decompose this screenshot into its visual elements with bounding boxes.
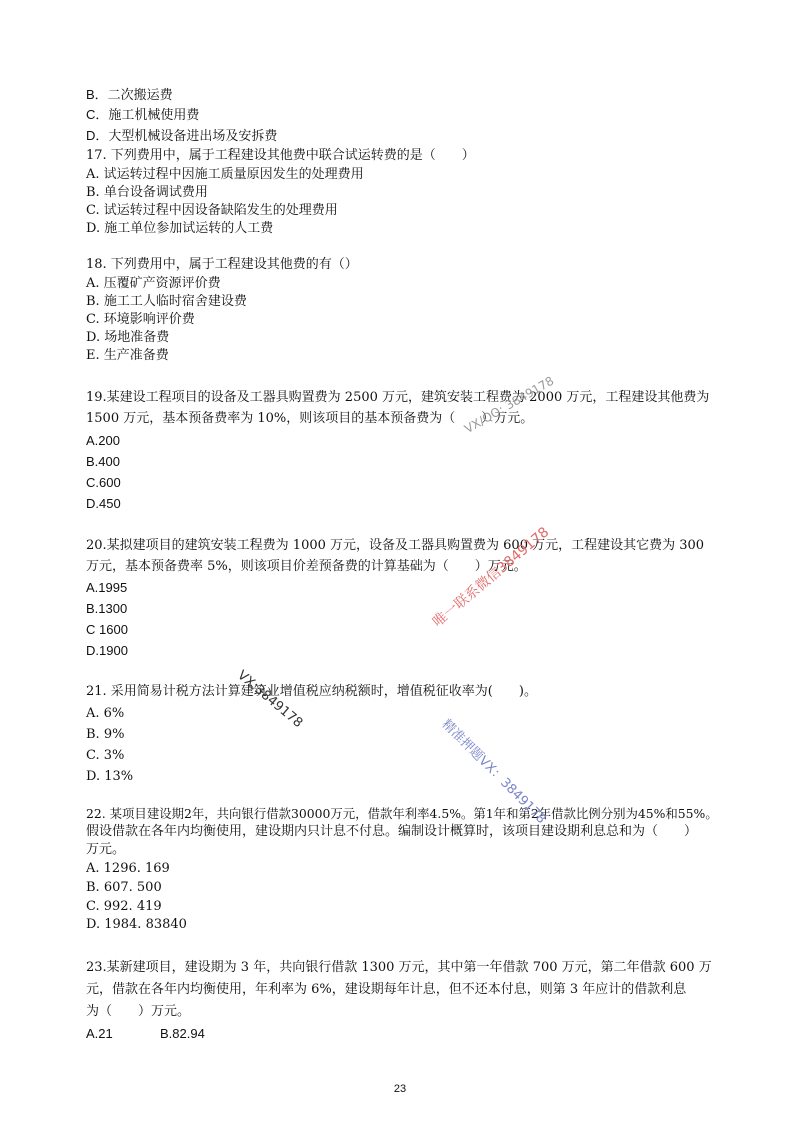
q18-option-c: C. 环境影响评价费 [86, 312, 195, 327]
q18-option-b: B. 施工工人临时宿舍建设费 [86, 294, 247, 309]
q23-stem-line2: 元，借款在各年内均衡使用，年利率为 6%，建设期每年计息，但不还本付息，则第 3 年应计的借款利息 [86, 982, 687, 997]
q20-stem-line1: 20.某拟建项目的建筑安装工程费为 1000 万元，设备及工器具购置费为 600 万元，工程建设其它费为 300 [86, 538, 705, 553]
q17-option-c: C. 试运转过程中因设备缺陷发生的处理费用 [86, 203, 338, 218]
q22-option-b: B. 607. 500 [86, 880, 162, 895]
q19-option-b: B.400 [86, 454, 120, 469]
q21-option-a: A. 6% [86, 706, 125, 721]
q23-stem-line1: 23.某新建项目，建设期为 3 年，共向银行借款 1300 万元，其中第一年借款 700 万元，第二年借款 600 万 [86, 960, 712, 975]
q23-option-b: B.82.94 [160, 1026, 205, 1041]
q19-option-c: C.600 [86, 475, 121, 490]
q17-option-a: A. 试运转过程中因施工质量原因发生的处理费用 [86, 167, 364, 182]
q18-option-e: E. 生产准备费 [86, 348, 169, 363]
watermark-red: 唯一联系微信3849178 [429, 524, 553, 631]
watermark-blue: 精准押题VX：3849178 [438, 716, 549, 827]
q22-stem-line3: 万元。 [86, 842, 126, 857]
q20-option-a: A.1995 [86, 580, 128, 595]
q22-stem-line2: 假设借款在各年内均衡使用，建设期内只计息不付息。编制设计概算时，该项目建设期利息总和为（ ） [86, 824, 698, 839]
q21-option-c: C. 3% [86, 748, 125, 763]
q19-stem-line2: 1500 万元，基本预备费率为 10%，则该项目的基本预备费为（ ）万元。 [86, 411, 534, 426]
q17-stem: 17. 下列费用中，属于工程建设其他费中联合试运转费的是（ ） [86, 148, 475, 163]
q17-option-b: B. 单台设备调试费用 [86, 185, 208, 200]
page-number: 23 [393, 1083, 407, 1095]
watermark-vxqq: VX/QQ: 3849178 [462, 373, 557, 437]
q16-option-d: D．大型机械设备进出场及安拆费 [86, 128, 278, 143]
q22-option-d: D. 1984. 83840 [86, 917, 187, 932]
q19-stem-line1: 19.某建设工程项目的设备及工器具购置费为 2500 万元，建筑安装工程费为 2000 万元，工程建设其他费为 [86, 390, 710, 405]
q20-stem-line2: 万元，基本预备费率 5%，则该项目价差预备费的计算基础为（ ）万元。 [86, 559, 527, 574]
q17-option-d: D. 施工单位参加试运转的人工费 [86, 221, 274, 236]
q20-option-d: D.1900 [86, 643, 128, 658]
q16-option-b: B．二次搬运费 [86, 87, 173, 102]
q20-option-b: B.1300 [86, 601, 128, 616]
q16-option-c: C．施工机械使用费 [86, 107, 200, 122]
q22-option-c: C. 992. 419 [86, 899, 162, 914]
q19-option-d: D.450 [86, 496, 121, 511]
q21-option-d: D. 13% [86, 769, 134, 784]
q22-stem-line1: 22. 某项目建设期2年，共向银行借款30000万元，借款年利率4.5%。第1年和第2年借款比例分别为45%和55%。 [86, 806, 718, 821]
q23-stem-line3: 为（ ）万元。 [86, 1004, 191, 1019]
q22-option-a: A. 1296. 169 [86, 861, 170, 876]
q23-option-a: A.21 [86, 1026, 113, 1041]
watermark-vx-dark: VX:3849178 [234, 668, 306, 731]
q18-stem: 18. 下列费用中，属于工程建设其他费的有（） [86, 257, 358, 272]
q18-option-a: A. 压覆矿产资源评价费 [86, 276, 221, 291]
q21-stem: 21. 采用简易计税方法计算建筑业增值税应纳税额时，增值税征收率为( )。 [86, 684, 537, 699]
q20-option-c: C 1600 [86, 622, 128, 637]
q19-option-a: A.200 [86, 433, 120, 448]
q21-option-b: B. 9% [86, 727, 125, 742]
q18-option-d: D. 场地准备费 [86, 330, 170, 345]
